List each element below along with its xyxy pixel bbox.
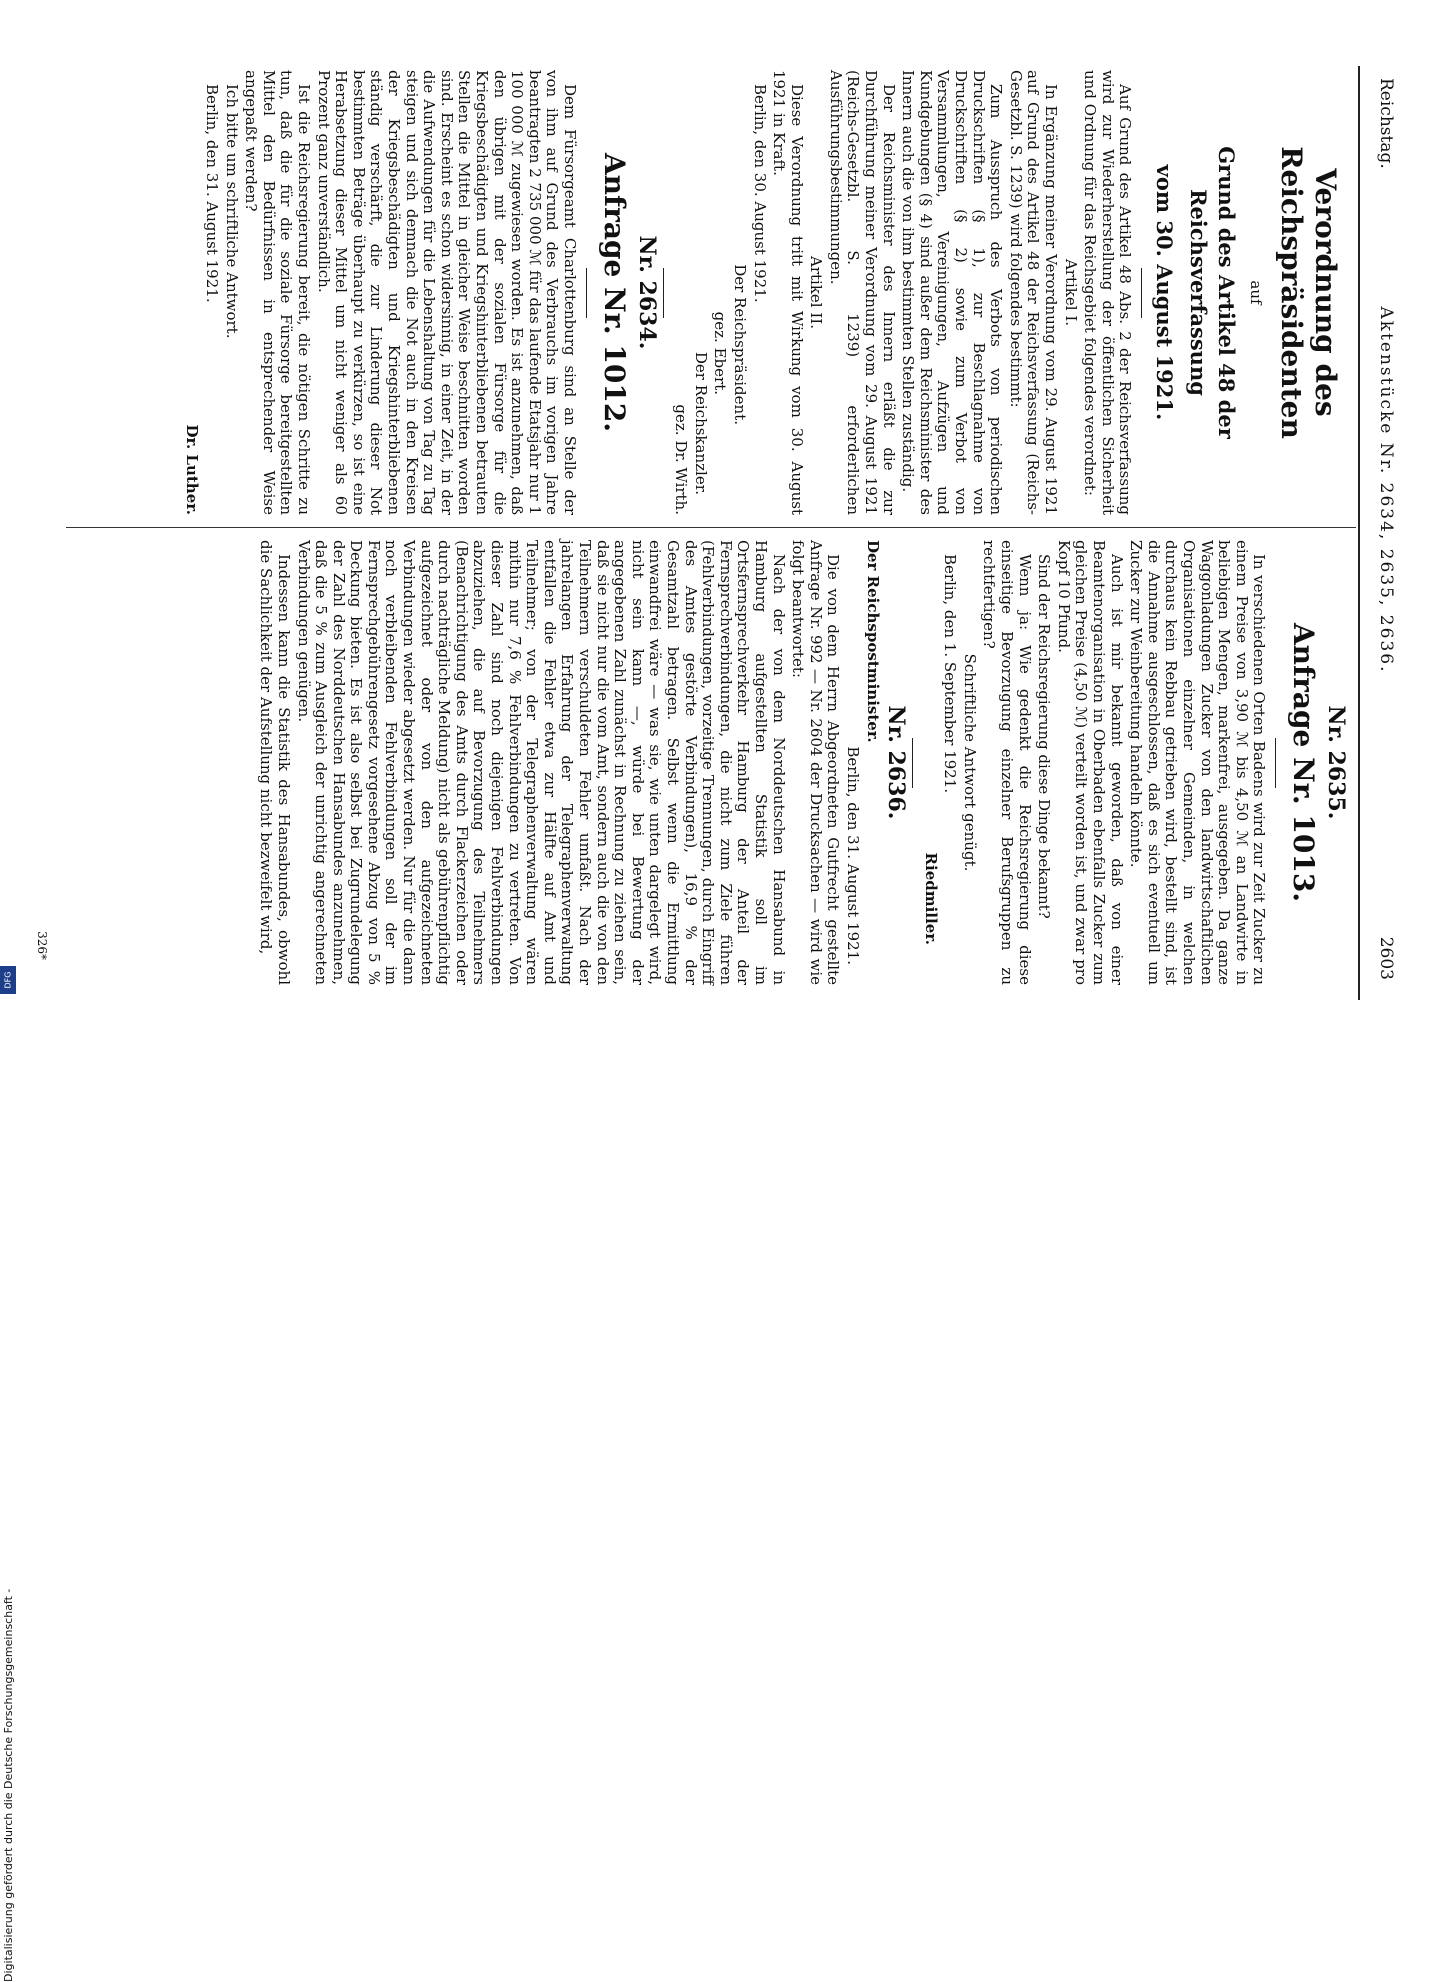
inquiry-date: Berlin, den 1. September 1921.: [941, 554, 960, 794]
decree-paragraph: Der Reichsminister des Innern erläßt die zur Durchführung meiner Verordnung vom 29. August 1921 (Reichs-Gesetzbl. S. 1239) erforderlichen Ausführungsbestimmungen.: [826, 70, 898, 515]
answer-date: Berlin, den 31. August 1921.: [843, 746, 862, 965]
short-rule: [663, 268, 664, 318]
decree-paragraph: In Ergänzung meiner Verordnung vom 29. August 1921 auf Grund des Artikel 48 der Reichsverfassung (Reichs-Gesetzbl. S. 1239) wird folgendes bestimmt:: [1006, 70, 1061, 515]
answer-paragraph: Indessen kann die Statistik des Hansabundes, obwohl die Sachlichkeit der Aufstellung nicht bezweifelt wird,: [257, 540, 293, 985]
column-left: [181, 70, 1352, 515]
decree-paragraph: Diese Verordnung tritt mit Wirkung vom 30. August 1921 in Kraft.: [770, 70, 806, 515]
article-two-heading: Artikel II.: [807, 256, 826, 329]
inquiry-paragraph: Dem Fürsorgeamt Charlottenburg sind an Stelle der von ihm auf Grund des Verbrauchs im vorigen Jahre beantragten 2 735 000 ℳ für das laufende Etatsjahr nur 1 100 000 ℳ zugewiesen worden. Es ist anzunehmen, daß den übrigen mit der sozialen Fürsorge für die Kriegsbeschädigten und Kriegshinterbliebenen betrauten Stellen die Mittel in gleicher Weise beschnitten worden sind. Erscheint es schon widersinnig, in einer Zeit, in der die Aufwendungen für die Lebenshaltung von Tag zu Tag steigen und sich demnach die Not auch in den Kreisen der Kriegsbeschädigten und Kriegshinterbliebenen ständig verschärft, die zur Linderung dieser Not bestimmten Beträge überhaupt zu verkürzen, so ist eine Herabsetzung dieser Mittel um nicht weniger als 60 Prozent ganz unverständlich.: [314, 70, 579, 515]
inquiry-paragraph: Wenn ja: Wie gedenkt die Reichsregierung diese einseitige Bevorzugung einzelner Berufsgruppen zu rechtfertigen?: [980, 540, 1034, 985]
document-number: Nr. 2634.: [633, 235, 660, 350]
signature-mark: 326*: [35, 931, 49, 960]
answer-paragraph: Die von dem Herrn Abgeordneten Gutfrecht gestellte Anfrage Nr. 992 — Nr. 2604 der Drucksachen — wird wie folgt beantwortet:: [789, 540, 843, 985]
decree-date: Berlin, den 30. August 1921.: [750, 84, 769, 303]
document-number: Nr. 2636.: [883, 705, 910, 820]
decree-paragraph: Zum Ausspruch des Verbots von periodischen Druckschriften (§ 1), zur Beschlagnahme von Druckschriften (§ 2) sowie zum Verbot von Versammlungen, Vereinigungen, Aufzügen und Kundgebungen (§ 4) sind außer dem Reichsminister des Innern auch die von ihm bestimmten Stellen zuständig.: [899, 70, 1006, 515]
document-number: Nr. 2635.: [1323, 705, 1349, 820]
decree-subtitle-b: Grund des Artikel 48 der Reichsverfassung: [1186, 146, 1240, 439]
minister-heading: Der Reichspostminister.: [863, 540, 882, 743]
header-rule: [1358, 66, 1360, 1000]
decree-subtitle-a: auf: [1247, 280, 1265, 305]
digitization-note: [0, 990, 1434, 1982]
header-left: Reichstag.: [1376, 78, 1396, 169]
answer-paragraph: Nach der von dem Norddeutschen Hansabund in Hamburg aufgestellten Statistik soll im Ortsfernsprechverkehr Hamburg der Anteil der Fernsprechverbindungen, die nicht zum Ziele führen (Fehlverbindungen, vorzeitige Trennungen, durch Eingriff des Amtes gestörte Verbindungen), 16,9 % der Gesamtzahl betragen. Selbst wenn die Ermittlung einwandfrei wäre — was sie, wie unten dargelegt wird, nicht sein kann —, würde bei Bewertung der angegebenen Zahl zunächst in Rechnung zu ziehen sein, daß sie nicht nur die vom Amt, sondern auch die von den Teilnehmern verschuldeten Fehler umfaßt. Nach der jahrelangen Erfahrung der Telegraphenverwaltung entfallen die Fehler etwa zur Hälfte auf Amt und Teilnehmer; von der Telegraphenverwaltung wären mithin nur 7,6 % Fehlverbindungen zu vertreten. Von dieser Zahl sind noch diejenigen Fehlverbindungen abzuziehen, die auf Bevorzugung des Teilnehmers (Benachrichtigung des Amts durch Flackerzeichen oder durch nachträgliche Meldung) nicht als gebührenpflichtig aufgezeichnet oder von den aufgezeichneten Verbindungen wieder abgesetzt werden. Nur für die dann noch verbleibenden Fehlverbindungen soll der im Fernsprechgebührengesetz vorgesehene Abzug von 5 % Deckung bieten. Es ist also selbst bei Zugrundelegung der Zahl des Norddeutschen Hansabundes anzunehmen, daß die 5 % zum Ausgleich der unrichtig angerechneten Verbindungen genügen.: [294, 540, 788, 985]
dfg-logo-text: DFG: [3, 971, 13, 989]
signature-title: Der Reichspräsident.: [730, 264, 749, 425]
header-center: Aktenstücke Nr. 2634, 2635, 2636.: [1376, 306, 1396, 674]
decree-subtitle-c: vom 30. August 1921.: [1152, 164, 1178, 421]
inquiry-paragraph: Sind der Reichsregierung diese Dinge bekannt?: [1035, 554, 1054, 919]
short-rule: [912, 738, 913, 788]
inquiry-paragraph: In verschiedenen Orten Badens wird zur Zeit Zucker zu einem Preise von 3,90 ℳ bis 4,50 ℳ an Landwirte in beliebigen Mengen, markenfrei, ausgegeben. Da ganze Waggonladungen Zucker von den landwirtschaftlichen Organisationen einzelner Gemeinden, in welchen durchaus kein Rebbau getrieben wird, bestellt sind, ist die Annahme ausgeschlossen, daß es sich eventuell um Zucker zur Weinbereitung handeln könnte.: [1127, 540, 1269, 985]
short-rule: [586, 268, 587, 318]
column-right: [255, 540, 1352, 985]
decree-title: Verordnung des Reichspräsidenten: [1275, 146, 1342, 439]
inquiry-signature: Riedmiller.: [921, 852, 940, 945]
inquiry-heading: Anfrage Nr. 1013.: [1287, 622, 1321, 903]
inquiry-heading: Anfrage Nr. 1012.: [597, 152, 631, 433]
signature-title: Der Reichskanzler.: [691, 351, 710, 495]
page-number: 2603: [1376, 936, 1396, 980]
inquiry-date: Berlin, den 31. August 1921.: [203, 84, 222, 303]
inquiry-paragraph: Auch ist mir bekannt geworden, daß von einer Beamtenorganisation in Oberbaden ebenfalls Zucker zum gleichen Preise (4,50 ℳ) verteilt worden ist, und zwar pro Kopf 10 Pfund.: [1054, 540, 1126, 985]
short-rule: [1275, 738, 1276, 788]
inquiry-paragraph: Ich bitte um schriftliche Antwort.: [222, 84, 241, 339]
short-rule: [1141, 268, 1142, 318]
column-divider: [66, 527, 1356, 528]
inquiry-paragraph: Ist die Reichsregierung bereit, die nötigen Schritte zu tun, daß die für die soziale Fürsorge bereitgestellten Mittel den Bedürfnissen in entsprechender Weise angepaßt werden?: [242, 70, 314, 515]
inquiry-signature: Dr. Luther.: [183, 424, 202, 515]
decree-preamble: Auf Grund des Artikel 48 Abs. 2 der Reichsverfassung wird zur Wiederherstellung der öffentlichen Sicherheit und Ordnung für das Reichsgebiet folgendes verordnet:: [1081, 70, 1135, 515]
dfg-logo: [0, 966, 16, 994]
signature-name: gez. Ebert.: [711, 311, 730, 395]
signature-name: gez. Dr. Wirth.: [672, 404, 691, 515]
inquiry-note: Schriftliche Antwort genügt.: [960, 653, 979, 872]
article-one-heading: Artikel I.: [1061, 258, 1080, 327]
sidenote-text: Digitalisierung gefördert durch die Deutsche Forschungsgemeinschaft -: [2, 1588, 15, 1982]
